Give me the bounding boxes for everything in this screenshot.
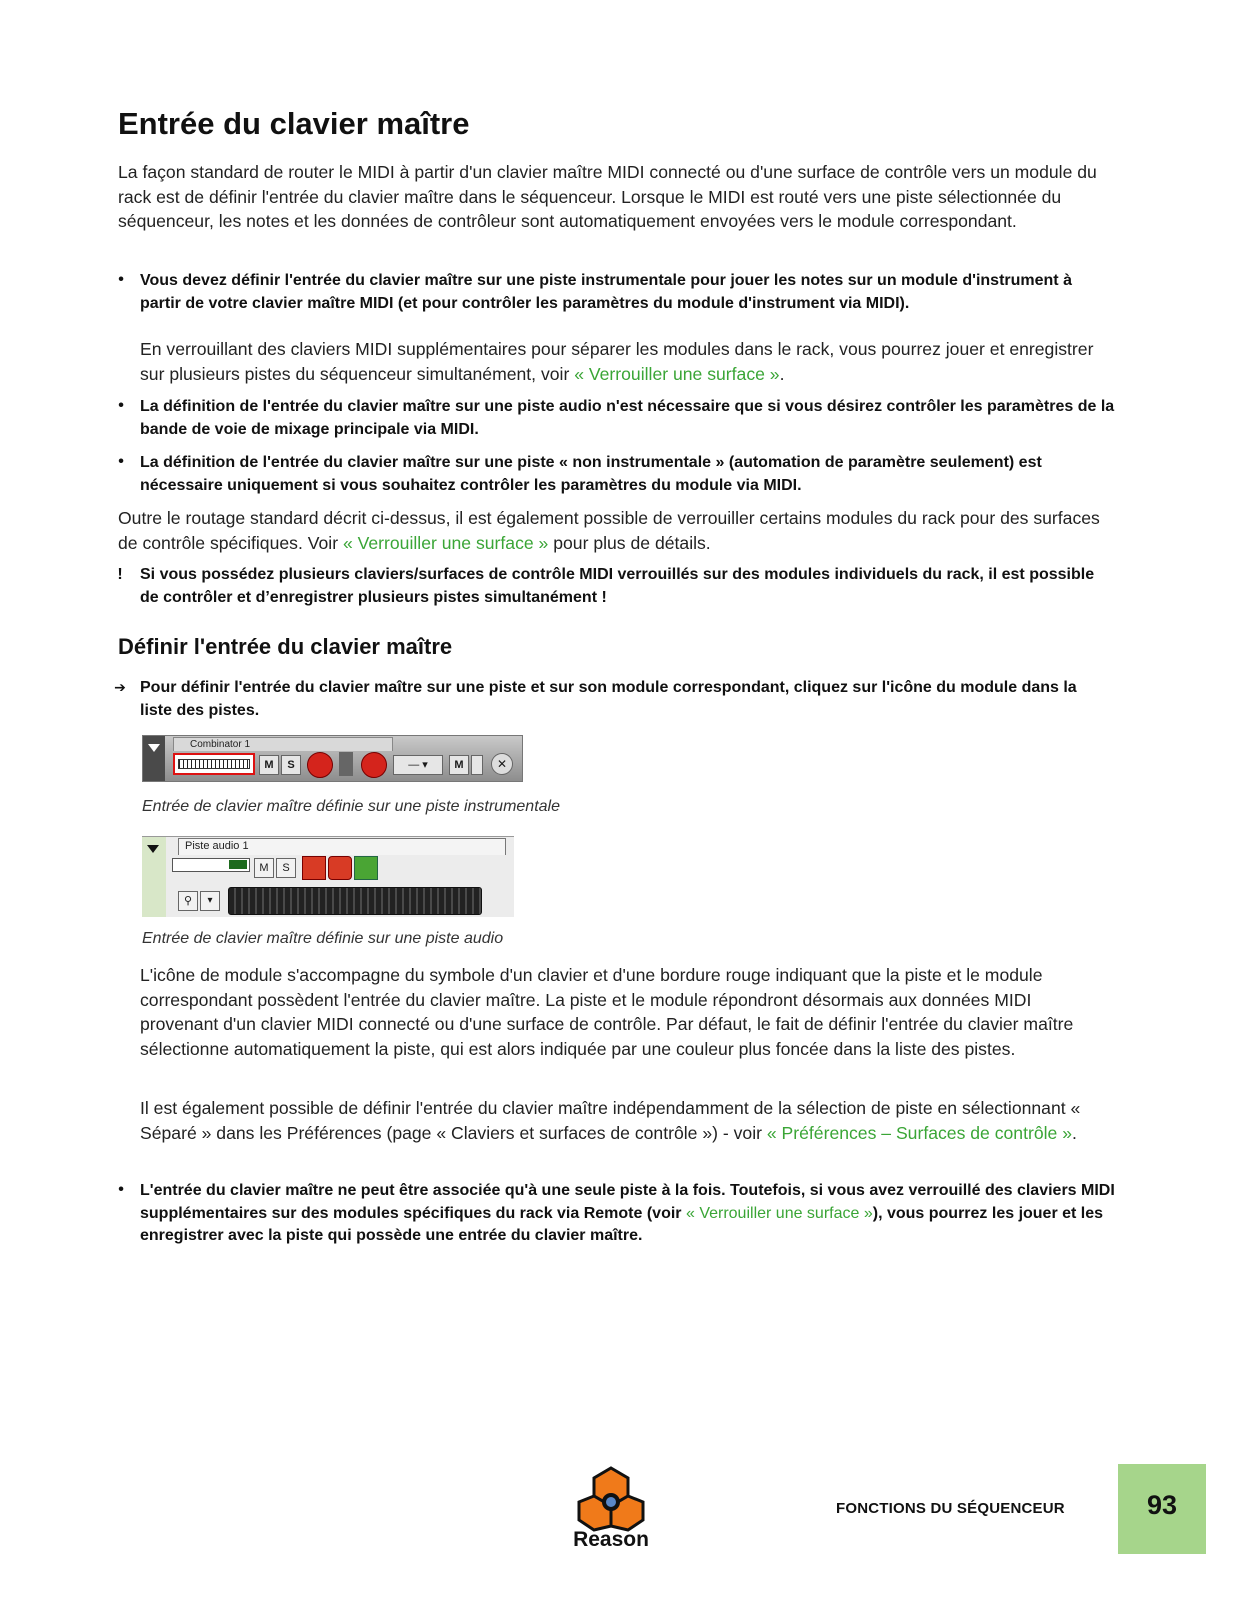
bullet-marker: • — [118, 1181, 124, 1198]
collapse-arrow-icon — [148, 744, 160, 752]
solo-button[interactable]: S — [281, 755, 301, 775]
link-verrouiller-surface[interactable]: « Verrouiller une surface » — [342, 532, 549, 553]
lane-toggle[interactable] — [471, 755, 483, 775]
lane-mute-button[interactable]: M — [449, 755, 469, 775]
caption-audio: Entrée de clavier maître définie sur une piste audio — [142, 930, 504, 947]
close-icon[interactable]: ✕ — [491, 753, 513, 775]
bullet-1-bold: Vous devez définir l'entrée du clavier maître sur une piste instrumentale pour jouer les notes sur un module d'instrument à partir de votre clavier maître MIDI (et pour contrôler les paramètres du module d'instrument via MIDI). — [140, 272, 1072, 312]
bullet-4-bold: L'entrée du clavier maître ne peut être associée qu'à une seule piste à la fois. Toutefois, si vous avez verrouillé des claviers MIDI supplémentaires sur des modules spécifiques du rack via Remote (voir « Verrouiller une surface »), vous pourrez les jouer et les enregistrer avec la piste qui possède une entrée du clavier maître. — [140, 1182, 1115, 1244]
para-preferences: Il est également possible de définir l'entrée du clavier maître indépendamment de la sélection de piste en sélectionnant « Séparé » dans les Préférences (page « Claviers et surfaces de contrôle ») - voir « Préférences – Surfaces de contrôle ». — [140, 1098, 1081, 1143]
audio-track-screenshot — [142, 836, 514, 917]
step-bold: Pour définir l'entrée du clavier maître sur une piste et sur son module correspondant, cliquez sur l'icône du module dans la liste des pistes. — [140, 679, 1077, 719]
mute-button[interactable]: M — [254, 858, 274, 878]
page-number: 93 — [1146, 1490, 1178, 1520]
solo-button[interactable]: S — [276, 858, 296, 878]
link-preferences[interactable]: « Préférences – Surfaces de contrôle » — [766, 1122, 1072, 1143]
record-button[interactable] — [328, 856, 352, 880]
caption-instrument: Entrée de clavier maître définie sur une piste instrumentale — [142, 798, 560, 815]
level-meter — [228, 887, 482, 915]
bullet-2-bold: La définition de l'entrée du clavier maître sur une piste audio n'est nécessaire que si vous désirez contrôler les paramètres de la bande de voie de mixage principale via MIDI. — [140, 398, 1115, 438]
level-fader[interactable] — [172, 858, 250, 872]
link-verrouiller-surface[interactable]: « Verrouiller une surface » — [574, 363, 780, 384]
bullet-marker: • — [118, 453, 124, 470]
tuning-fork-icon[interactable]: ⚲ — [178, 891, 198, 911]
master-keyboard-icon[interactable] — [173, 753, 255, 775]
record-button[interactable] — [307, 752, 333, 778]
divider — [339, 752, 353, 776]
dropdown-chevron-icon[interactable]: — ▾ — [393, 755, 443, 775]
master-keyboard-icon[interactable] — [302, 856, 326, 880]
track-name-tab: Combinator 1 — [173, 737, 393, 751]
instrument-track-screenshot — [142, 735, 523, 782]
reason-logo-icon — [576, 1466, 646, 1532]
track-handle — [142, 837, 166, 917]
page-heading: Entrée du clavier maître — [118, 106, 470, 141]
fader-fill — [229, 860, 247, 869]
page-number-box — [1118, 1464, 1206, 1554]
keyboard-icon — [178, 759, 250, 769]
link-verrouiller-surface[interactable]: « Verrouiller une surface » — [685, 1204, 873, 1222]
track-handle — [143, 736, 165, 781]
track-name-tab: Piste audio 1 — [178, 838, 506, 855]
speaker-icon[interactable] — [354, 856, 378, 880]
note-bold: Si vous possédez plusieurs claviers/surfaces de contrôle MIDI verrouillés sur des modules individuels du rack, il est possible de contrôler et d’enregistrer plusieurs pistes simultanément ! — [140, 566, 1095, 606]
para-routing: Outre le routage standard décrit ci-dessus, il est également possible de verrouiller certains modules du rack pour des surfaces de contrôle spécifiques. Voir « Verrouiller une surface » pour plus de détails. — [118, 508, 1100, 553]
chevron-down-icon[interactable]: ▾ — [200, 891, 220, 911]
bullet-marker: • — [118, 397, 124, 414]
mute-button[interactable]: M — [259, 755, 279, 775]
logo-text: Reason — [573, 1528, 649, 1551]
collapse-arrow-icon — [147, 845, 159, 853]
automation-record-button[interactable] — [361, 752, 387, 778]
arrow-marker: ➔ — [114, 679, 126, 695]
para-module-icon: L'icône de module s'accompagne du symbole d'un clavier et d'une bordure rouge indiquant que la piste et le module correspondant possèdent l'entrée du clavier maître. La piste et le module répondront désormais aux données MIDI provenant d'un clavier MIDI connecté ou d'une surface de contrôle. Par défaut, le fait de définir l'entrée du clavier maître sélectionne automatiquement la piste, qui est alors indiquée par une couleur plus foncée dans la liste des pistes. — [140, 965, 1074, 1059]
bullet-1-text: En verrouillant des claviers MIDI supplémentaires pour séparer les modules dans le rack, vous pourrez jouer et enregistrer sur plusieurs pistes du séquenceur simultanément, voir « Verrouiller une surface ». — [140, 339, 1094, 384]
bullet-marker: • — [118, 271, 124, 288]
bullet-3-bold: La définition de l'entrée du clavier maître sur une piste « non instrumentale » (automation de paramètre seulement) est nécessaire uniquement si vous souhaitez contrôler les paramètres du module via MIDI. — [140, 454, 1042, 494]
section-subheading: Définir l'entrée du clavier maître — [118, 634, 453, 659]
footer-section-title: FONCTIONS DU SÉQUENCEUR — [836, 1500, 1065, 1517]
note-marker: ! — [117, 566, 123, 583]
intro-paragraph: La façon standard de router le MIDI à partir d'un clavier maître MIDI connecté ou d'une surface de contrôle vers un module du rack est de définir l'entrée du clavier maître dans le séquenceur. Lorsque le MIDI est routé vers une piste sélectionnée du séquenceur, les notes et les données de contrôleur sont automatiquement envoyées vers le module correspondant. — [118, 162, 1097, 231]
